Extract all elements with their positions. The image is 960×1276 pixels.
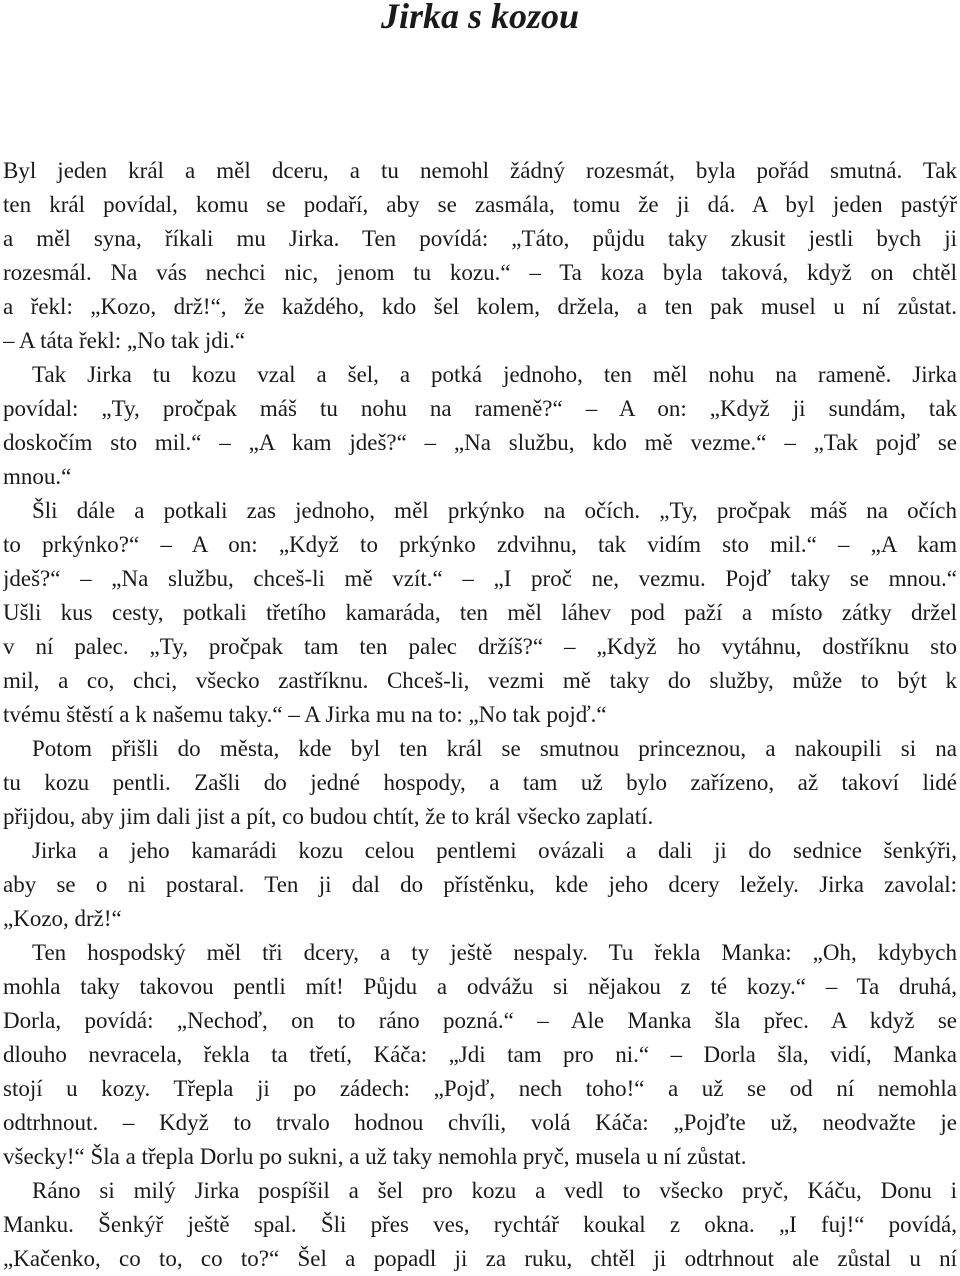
text-line: dlouho nevracela, řekla ta třetí, Káča: „Jdi tam pro ni.“ – Dorla šla, vidí, Manka <box>3 1042 957 1067</box>
text-line: rozesmál. Na vás nechci nic, jenom tu kozu.“ – Ta koza byla taková, když on chtěl <box>3 260 957 285</box>
text-line: odtrhnout. – Když to trvalo hodnou chvíli, volá Káča: „Pojďte už, neodvažte je <box>3 1110 957 1135</box>
text-line: jdeš?“ – „Na službu, chceš-li mě vzít.“ – „I proč ne, vezmu. Pojď taky se mnou.“ <box>3 566 957 591</box>
text-line: Tak Jirka tu kozu vzal a šel, a potká jednoho, ten měl nohu na rameně. Jirka <box>32 362 957 387</box>
text-line: Potom přišli do města, kde byl ten král se smutnou princeznou, a nakoupili si na <box>32 736 957 761</box>
text-line: Jirka a jeho kamarádi kozu celou pentlemi ovázali a dali ji do sednice šenkýři, <box>32 838 957 863</box>
text-line: a řekl: „Kozo, drž!“, že každého, kdo šel kolem, držela, a ten pak musel u ní zůstat. <box>3 294 957 319</box>
text-line: to prkýnko?“ – A on: „Když to prkýnko zdvihnu, tak vidím sto mil.“ – „A kam <box>3 532 957 557</box>
text-line: Šli dále a potkali zas jednoho, měl prkýnko na očích. „Ty, pročpak máš na očích <box>32 498 957 523</box>
text-line: a měl syna, říkali mu Jirka. Ten povídá: „Táto, půjdu taky zkusit jestli bych ji <box>3 226 957 251</box>
story-text <box>3 154 957 1276</box>
text-line: Ušli kus cesty, potkali třetího kamaráda, ten měl láhev pod paží a místo zátky držel <box>3 600 957 625</box>
text-line: – A táta řekl: „No tak jdi.“ <box>3 328 246 353</box>
text-line: „Kačenko, co to, co to?“ Šel a popadl ji za ruku, chtěl ji odtrhnout ale zůstal u ní <box>3 1246 957 1271</box>
text-line: tu kozu pentli. Zašli do jedné hospody, a tam už bylo zařízeno, až takoví lidé <box>3 770 957 795</box>
text-line: Ten hospodský měl tři dcery, a ty ještě nespaly. Tu řekla Manka: „Oh, kdybych <box>32 940 957 965</box>
text-line: Dorla, povídá: „Nechoď, on to ráno pozná.“ – Ale Manka šla přec. A když se <box>3 1008 957 1033</box>
text-line: přijdou, aby jim dali jist a pít, co budou chtít, že to král všecko zaplatí. <box>3 804 654 829</box>
text-line: povídal: „Ty, pročpak máš tu nohu na rameně?“ – A on: „Když ji sundám, tak <box>3 396 957 421</box>
text-line: všecky!“ Šla a třepla Dorlu po sukni, a už taky nemohla pryč, musela u ní zůstat. <box>3 1144 747 1169</box>
text-line: v ní palec. „Ty, pročpak tam ten palec držíš?“ – „Když ho vytáhnu, dostříknu sto <box>3 634 957 659</box>
text-line: aby se o ni postaral. Ten ji dal do přístěnku, kde jeho dcery ležely. Jirka zavolal: <box>3 872 957 897</box>
text-line: mil, a co, chci, všecko zastříknu. Chceš-li, vezmi mě taky do služby, může to být k <box>3 668 957 693</box>
text-line: Ráno si milý Jirka pospíšil a šel pro kozu a vedl to všecko pryč, Káču, Donu i <box>32 1178 957 1203</box>
text-line: Byl jeden král a měl dceru, a tu nemohl žádný rozesmát, byla pořád smutná. Tak <box>3 158 957 183</box>
text-line: mnou.“ <box>3 464 72 489</box>
text-line: Manku. Šenkýř ještě spal. Šli přes ves, rychtář koukal z okna. „I fuj!“ povídá, <box>3 1212 957 1237</box>
text-line: doskočím sto mil.“ – „A kam jdeš?“ – „Na službu, kdo mě vezme.“ – „Tak pojď se <box>3 430 957 455</box>
text-line: ten král povídal, komu se podaří, aby se zasmála, tomu že ji dá. A byl jeden pastýř <box>3 192 957 217</box>
text-line: stojí u kozy. Třepla ji po zádech: „Pojď, nech toho!“ a už se od ní nemohla <box>3 1076 957 1101</box>
document-title: Jirka s kozou <box>380 0 580 36</box>
text-line: mohla taky takovou pentli mít! Půjdu a odvážu si nějakou z té kozy.“ – Ta druhá, <box>3 974 957 999</box>
text-line: tvému štěstí a k našemu taky.“ – A Jirka mu na to: „No tak pojď.“ <box>3 702 607 727</box>
text-line: „Kozo, drž!“ <box>3 906 122 931</box>
